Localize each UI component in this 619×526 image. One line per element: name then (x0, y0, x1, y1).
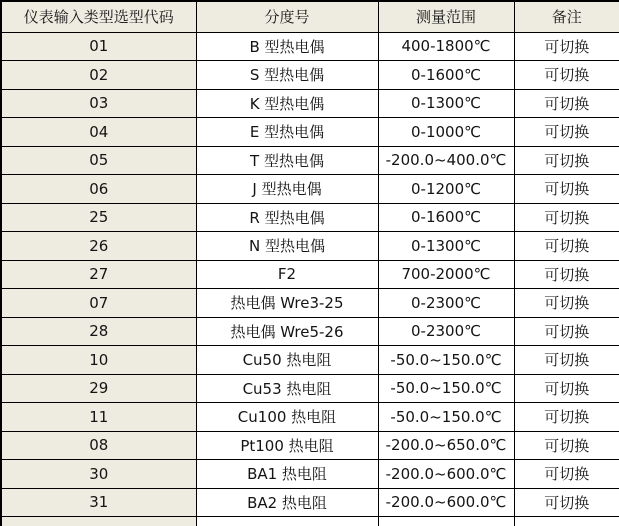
cell-remark: 可切换 (514, 317, 619, 346)
table-row (1, 460, 619, 489)
cell-input-code: 29 (1, 374, 196, 403)
empty-cell (378, 517, 514, 526)
cell-input-code: 04 (1, 118, 196, 147)
cell-measure-range: -200.0~600.0℃ (378, 488, 514, 517)
cell-remark: 可切换 (514, 118, 619, 147)
cell-input-code: 30 (1, 460, 196, 489)
col-header-remark: 备注 (514, 1, 619, 32)
table-row (1, 488, 619, 517)
cell-remark: 可切换 (514, 346, 619, 375)
cell-graduation-number: Cu50 热电阻 (196, 346, 378, 375)
cell-measure-range: -50.0~150.0℃ (378, 403, 514, 432)
cell-measure-range: 0-2300℃ (378, 289, 514, 318)
cell-graduation-number: BA1 热电阻 (196, 460, 378, 489)
cell-remark: 可切换 (514, 374, 619, 403)
cell-measure-range: 0-1300℃ (378, 232, 514, 261)
cell-remark: 可切换 (514, 32, 619, 61)
cell-remark: 可切换 (514, 61, 619, 90)
table-body (1, 32, 619, 526)
cell-remark: 可切换 (514, 260, 619, 289)
cell-remark: 可切换 (514, 403, 619, 432)
table-row (1, 232, 619, 261)
empty-cell (514, 517, 619, 526)
cell-input-code: 02 (1, 61, 196, 90)
cell-graduation-number: T 型热电偶 (196, 146, 378, 175)
col-header-measure-range: 测量范围 (378, 1, 514, 32)
cell-input-code: 08 (1, 431, 196, 460)
table-row (1, 118, 619, 147)
table-row (1, 289, 619, 318)
cell-graduation-number: J 型热电偶 (196, 175, 378, 204)
cell-measure-range: 0-1600℃ (378, 61, 514, 90)
cell-input-code: 10 (1, 346, 196, 375)
cell-remark: 可切换 (514, 89, 619, 118)
col-header-input-code: 仪表输入类型选型代码 (1, 1, 196, 32)
table-row (1, 431, 619, 460)
cell-measure-range: -200.0~600.0℃ (378, 460, 514, 489)
cell-input-code: 11 (1, 403, 196, 432)
cell-remark: 可切换 (514, 488, 619, 517)
cell-graduation-number: 热电偶 Wre3-25 (196, 289, 378, 318)
cell-remark: 可切换 (514, 203, 619, 232)
cell-graduation-number: E 型热电偶 (196, 118, 378, 147)
cell-measure-range: 0-1600℃ (378, 203, 514, 232)
cell-graduation-number: B 型热电偶 (196, 32, 378, 61)
table-row (1, 346, 619, 375)
cell-input-code: 07 (1, 289, 196, 318)
cell-remark: 可切换 (514, 431, 619, 460)
cell-graduation-number: Cu100 热电阻 (196, 403, 378, 432)
cell-graduation-number: Cu53 热电阻 (196, 374, 378, 403)
cell-input-code: 25 (1, 203, 196, 232)
cell-remark: 可切换 (514, 460, 619, 489)
table-header (1, 1, 619, 32)
cell-input-code: 06 (1, 175, 196, 204)
cell-graduation-number: N 型热电偶 (196, 232, 378, 261)
empty-cell (1, 517, 196, 526)
cell-input-code: 01 (1, 32, 196, 61)
cell-measure-range: 0-1000℃ (378, 118, 514, 147)
cell-measure-range: -50.0~150.0℃ (378, 346, 514, 375)
cell-remark: 可切换 (514, 232, 619, 261)
cell-input-code: 26 (1, 232, 196, 261)
cell-graduation-number: 热电偶 Wre5-26 (196, 317, 378, 346)
cell-input-code: 27 (1, 260, 196, 289)
cell-input-code: 03 (1, 89, 196, 118)
cell-measure-range: 0-1200℃ (378, 175, 514, 204)
cell-graduation-number: BA2 热电阻 (196, 488, 378, 517)
table-row (1, 203, 619, 232)
table-row (1, 175, 619, 204)
cell-graduation-number: S 型热电偶 (196, 61, 378, 90)
header-row (1, 1, 619, 32)
cell-measure-range: 0-2300℃ (378, 317, 514, 346)
cell-remark: 可切换 (514, 175, 619, 204)
cell-measure-range: -50.0~150.0℃ (378, 374, 514, 403)
table-row (1, 260, 619, 289)
cell-remark: 可切换 (514, 289, 619, 318)
cell-input-code: 31 (1, 488, 196, 517)
cell-input-code: 05 (1, 146, 196, 175)
table-row-partial (1, 517, 619, 526)
cell-input-code: 28 (1, 317, 196, 346)
table-row (1, 403, 619, 432)
cell-measure-range: 0-1300℃ (378, 89, 514, 118)
cell-measure-range: -200.0~400.0℃ (378, 146, 514, 175)
table-row (1, 146, 619, 175)
cell-measure-range: -200.0~650.0℃ (378, 431, 514, 460)
cell-graduation-number: Pt100 热电阻 (196, 431, 378, 460)
col-header-graduation-number: 分度号 (196, 1, 378, 32)
table-row (1, 32, 619, 61)
table-row (1, 317, 619, 346)
cell-graduation-number: F2 (196, 260, 378, 289)
table-row (1, 374, 619, 403)
table-row (1, 89, 619, 118)
empty-cell (196, 517, 378, 526)
cell-measure-range: 400-1800℃ (378, 32, 514, 61)
cell-remark: 可切换 (514, 146, 619, 175)
cell-graduation-number: R 型热电偶 (196, 203, 378, 232)
cell-graduation-number: K 型热电偶 (196, 89, 378, 118)
cell-measure-range: 700-2000℃ (378, 260, 514, 289)
table-row (1, 61, 619, 90)
